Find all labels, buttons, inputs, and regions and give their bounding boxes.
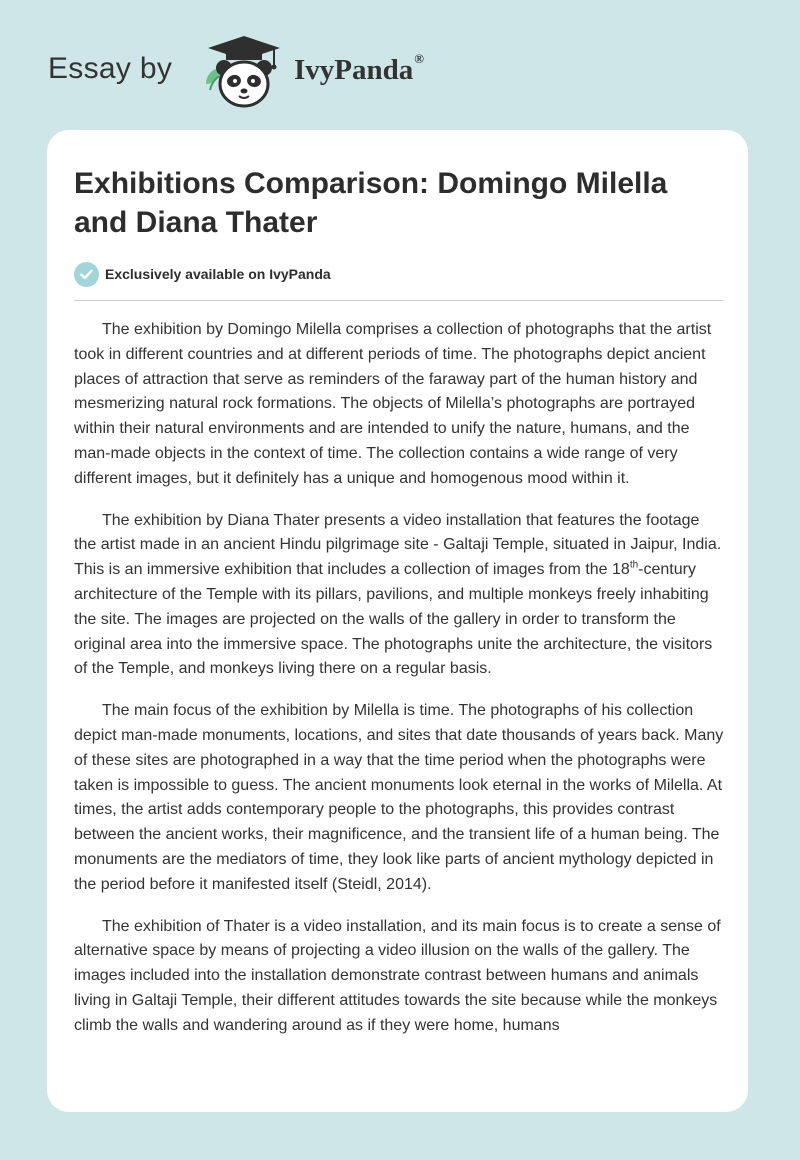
brand-name-text: IvyPanda [294, 54, 414, 86]
essay-card [47, 130, 748, 1112]
panda-graduate-logo-icon[interactable] [202, 34, 286, 110]
paragraph-3: The main focus of the exhibition by Milella is time. The photographs of his collection depict man-made monuments, locations, and sites that date thousands of years back. Many of these sites are photographed in a way that the time period when the photographs were taken is impossible to guess. The ancient monuments look eternal in the works of Milella. At times, the artist adds contemporary people to the photographs, this provides contrast between the ancient works, their magnificence, and the transient life of a human being. The monuments are the mediators of time, they look like parts of ancient mythology depicted in the period before it manifested itself (Steidl, 2014). [74, 702, 724, 893]
exclusive-badge [74, 261, 724, 287]
ordinal-suffix: th [629, 559, 639, 571]
paragraph-2-part-1: The exhibition by Diana Thater presents a video installation that features the footage the artist made in an ancient Hindu pilgrimage site - Galtaji Temple, situated in Jaipur, India. This is an immersive exhibition that includes a collection of images from the 18 [74, 511, 722, 579]
badge-label: Exclusively available on IvyPanda [105, 266, 331, 282]
paragraph-1: The exhibition by Domingo Milella comprises a collection of photographs that the artist took in different countries and at different periods of time. The photographs depict ancient places of attraction that serve as reminders of the faraway part of the human history and mesmerizing natural rock formations. The objects of Milella’s photographs are portrayed within their natural environments and are intended to unify the nature, humans, and the man-made objects in the context of time. The collection contains a wide range of very different images, but it definitely has a unique and homogenous mood within it. [74, 321, 712, 487]
registered-mark: ® [414, 51, 424, 66]
paragraph-4: The exhibition of Thater is a video installation, and its main focus is to create a sense of alternative space by means of projecting a video illusion on the walls of the gallery. The images included into the installation demonstrate contrast between humans and animals living in Galtaji Temple, their different attitudes towards the site because while the monkeys climb the walls and wandering around as if they were home, humans [74, 917, 721, 1034]
check-icon [74, 262, 99, 287]
essay-content [74, 164, 724, 1056]
essay-title: Exhibitions Comparison: Domingo Milella and Diana Thater [74, 167, 668, 239]
paragraph-2 [74, 509, 724, 683]
brand-name[interactable] [294, 51, 424, 87]
brand-prefix: Essay by [48, 52, 173, 85]
site-header [48, 34, 748, 110]
paragraph-2-part-2: -century architecture of the Temple with its pillars, pavilions, and multiple monkeys freely inhabiting the site. The images are projected on the walls of the gallery in order to transform the original area into the immersive space. The photographs unite the architecture, the visitors of the Temple, and monkeys living there on a regular basis. [74, 561, 713, 678]
divider [74, 300, 723, 301]
